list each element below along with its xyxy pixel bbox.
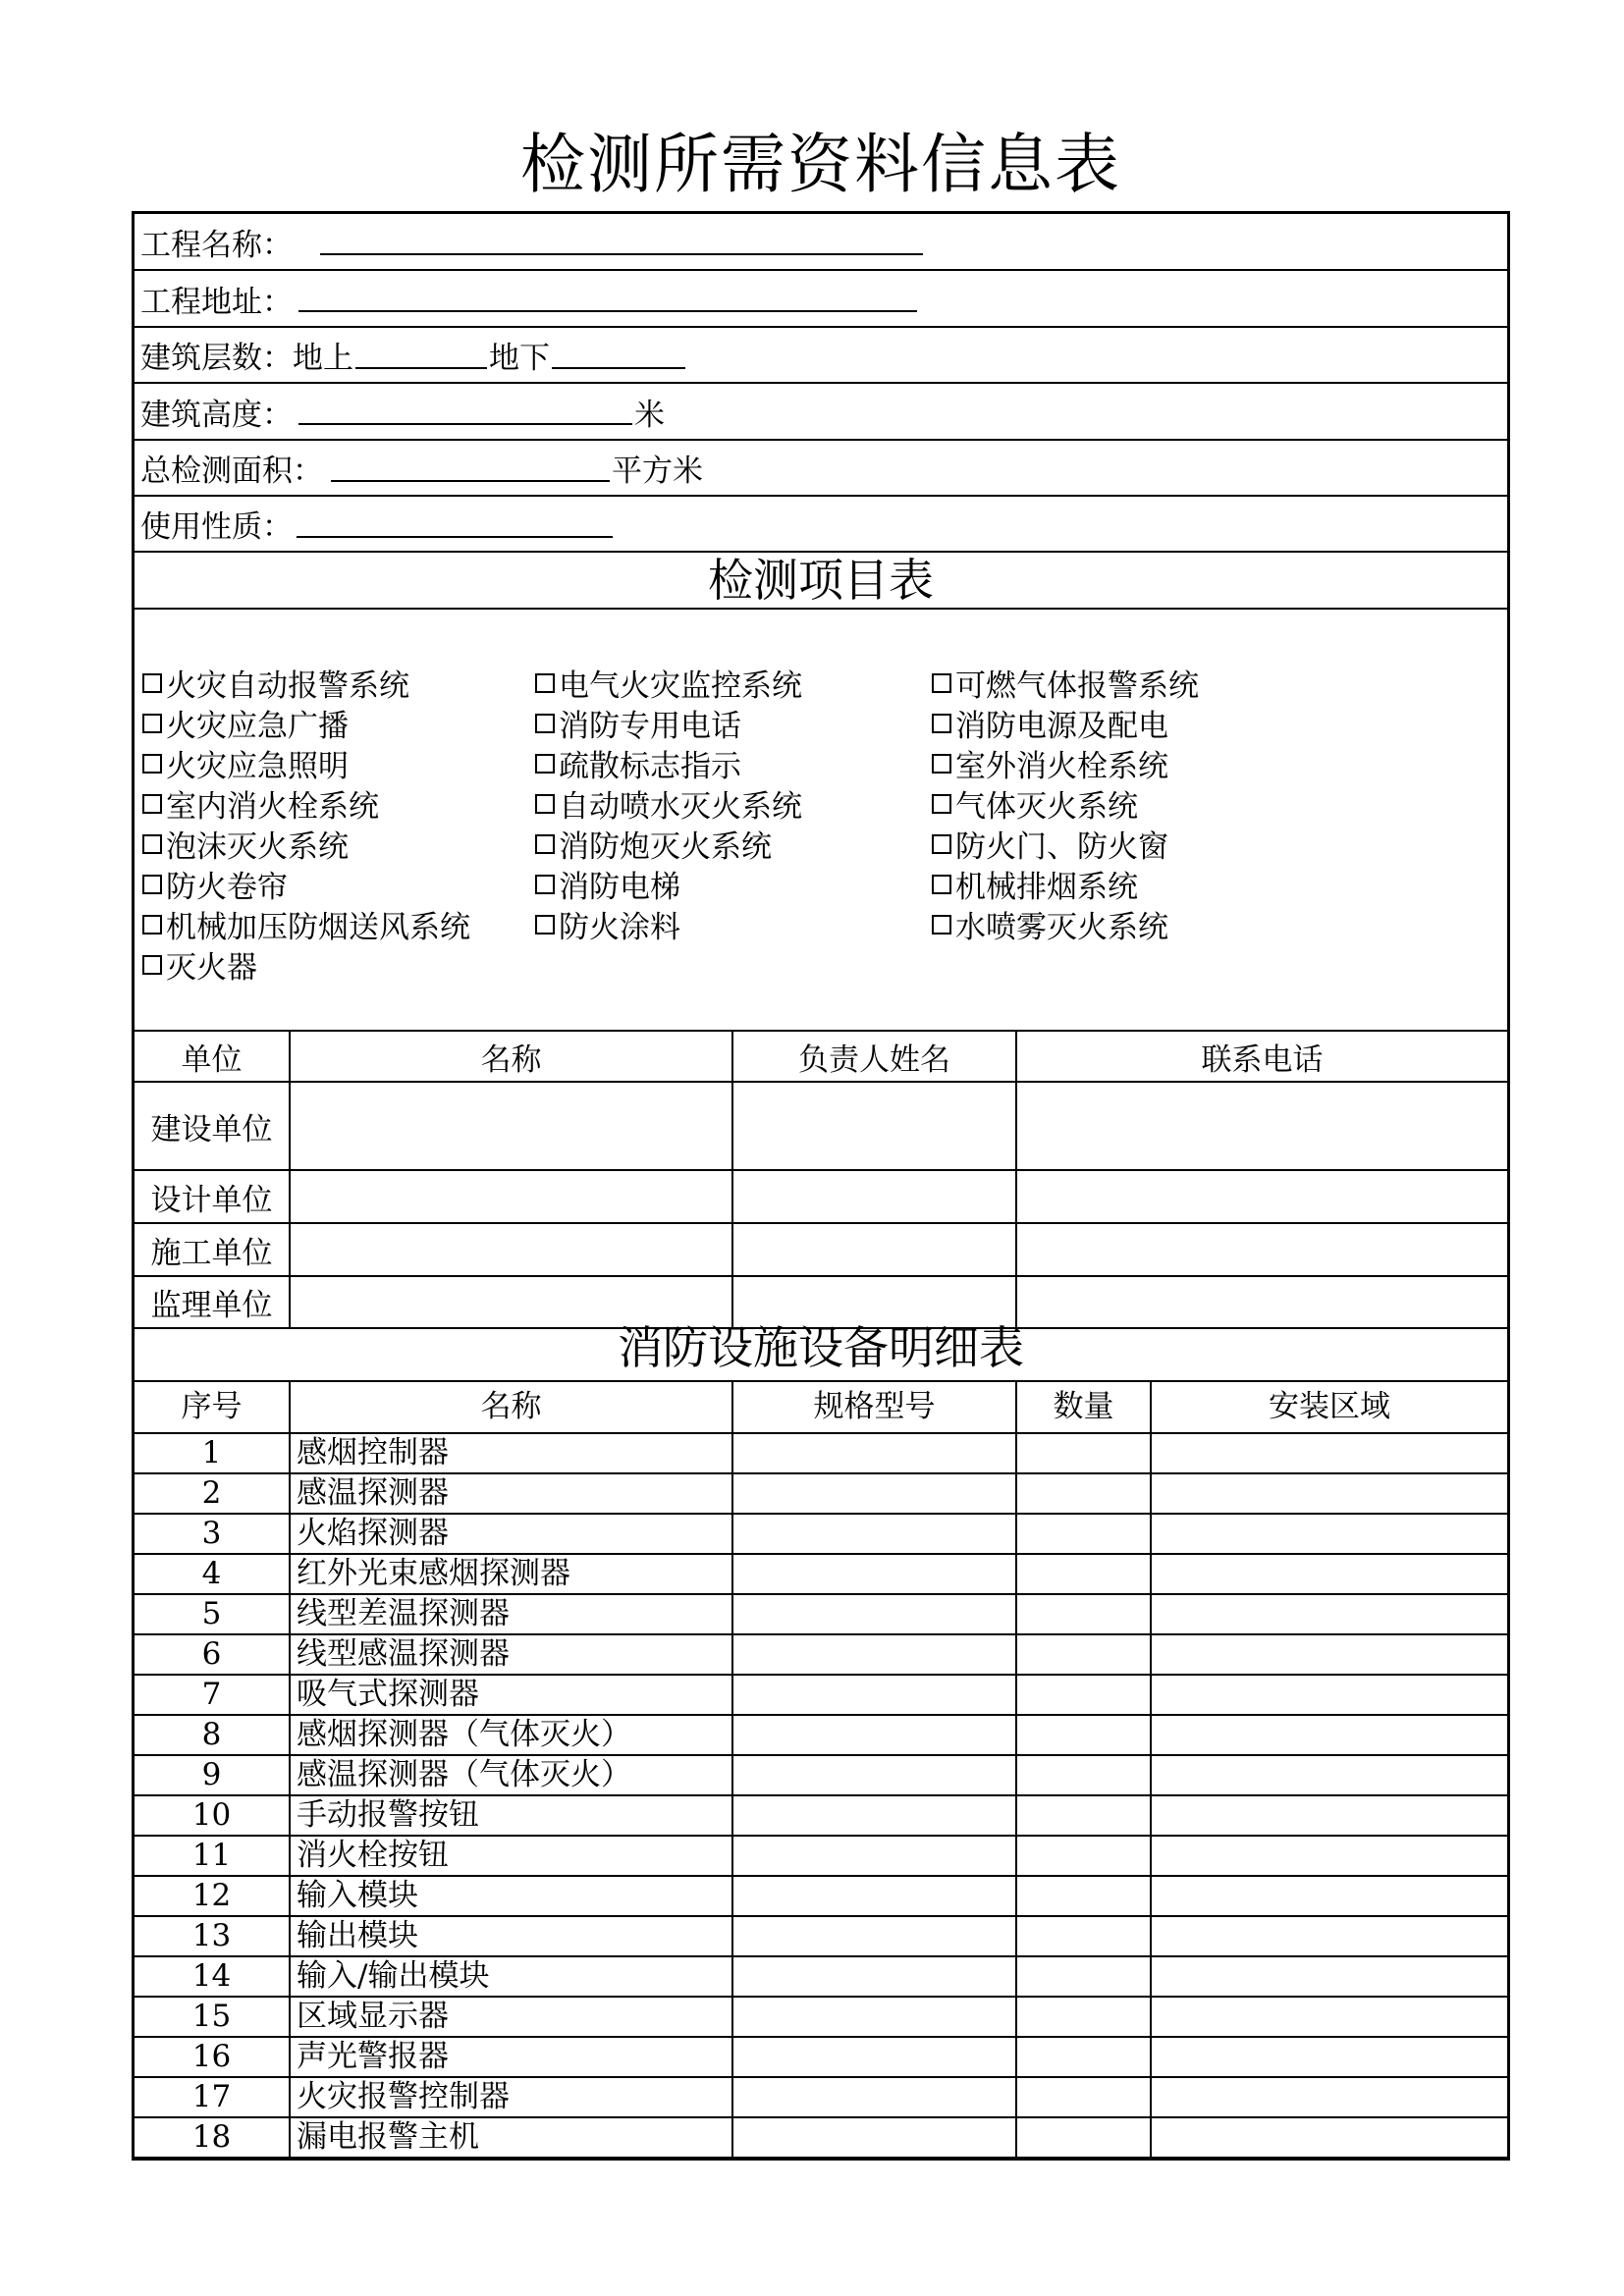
check-items-grid xyxy=(135,610,1507,1030)
equipment-cell[interactable] xyxy=(732,1916,1016,1956)
table-row xyxy=(135,1223,1507,1276)
equipment-cell[interactable] xyxy=(732,1836,1016,1876)
check-item-label: 可燃气体报警系统 xyxy=(955,668,1199,704)
equipment-cell[interactable] xyxy=(1016,1916,1151,1956)
unit-label: 建设单位 xyxy=(135,1082,290,1170)
equipment-name: 输出模块 xyxy=(290,1916,732,1956)
equipment-cell[interactable] xyxy=(1016,1956,1151,1997)
equipment-cell[interactable] xyxy=(1016,2077,1151,2117)
equipment-name: 感温探测器 xyxy=(290,1473,732,1514)
check-item-label: 防火涂料 xyxy=(559,910,680,945)
equipment-cell[interactable] xyxy=(1151,1755,1507,1795)
check-item-label: 气体灭火系统 xyxy=(955,789,1138,825)
check-item[interactable] xyxy=(142,741,349,785)
unit-cell[interactable] xyxy=(1016,1170,1507,1223)
check-item[interactable] xyxy=(932,661,1199,705)
equipment-cell[interactable] xyxy=(1151,1715,1507,1755)
equipment-table xyxy=(135,1382,1507,2159)
equipment-cell[interactable] xyxy=(732,2117,1016,2158)
row-number: 7 xyxy=(135,1675,290,1715)
project-name-field[interactable] xyxy=(320,228,923,255)
check-item-label: 消防炮灭火系统 xyxy=(559,829,772,865)
table-row xyxy=(135,1956,1507,1997)
form-frame xyxy=(132,211,1510,2161)
equipment-cell[interactable] xyxy=(732,1634,1016,1675)
table-row xyxy=(135,1634,1507,1675)
checkbox[interactable] xyxy=(142,955,162,975)
project-name-label: 工程名称： xyxy=(140,227,293,263)
check-item[interactable] xyxy=(932,822,1168,866)
usage-row xyxy=(135,497,1507,553)
check-item[interactable] xyxy=(535,661,802,705)
row-number: 8 xyxy=(135,1715,290,1755)
check-item-label: 消防电源及配电 xyxy=(955,709,1168,744)
checkbox[interactable] xyxy=(932,754,951,774)
equipment-name: 感烟探测器（气体灭火） xyxy=(290,1715,732,1755)
check-item[interactable] xyxy=(142,661,409,705)
equipment-name: 红外光束感烟探测器 xyxy=(290,1554,732,1594)
check-item-label: 防火卷帘 xyxy=(166,870,288,905)
equipment-cell[interactable] xyxy=(1016,1554,1151,1594)
table-row xyxy=(135,2117,1507,2158)
checkbox[interactable] xyxy=(932,714,951,733)
units-header-cell: 单位 xyxy=(135,1032,290,1082)
checkbox[interactable] xyxy=(142,915,162,934)
project-address-field[interactable] xyxy=(298,285,917,312)
equipment-cell[interactable] xyxy=(1151,2117,1507,2158)
checkbox[interactable] xyxy=(535,754,555,774)
equipment-cell[interactable] xyxy=(1151,1916,1507,1956)
equipment-name: 输入/输出模块 xyxy=(290,1956,732,1997)
equipment-cell[interactable] xyxy=(1151,1514,1507,1554)
floors-label: 建筑层数： xyxy=(140,341,293,376)
units-table xyxy=(135,1032,1507,1329)
equipment-cell[interactable] xyxy=(732,2077,1016,2117)
row-number: 18 xyxy=(135,2117,290,2158)
table-row xyxy=(135,1916,1507,1956)
check-item-label: 电气火灾监控系统 xyxy=(559,668,802,704)
equipment-cell[interactable] xyxy=(1016,1634,1151,1675)
equipment-cell[interactable] xyxy=(1151,1876,1507,1916)
equipment-cell[interactable] xyxy=(732,1715,1016,1755)
units-header-cell: 名称 xyxy=(290,1032,732,1082)
row-number: 10 xyxy=(135,1795,290,1836)
equipment-name: 感温探测器（气体灭火） xyxy=(290,1755,732,1795)
equipment-cell[interactable] xyxy=(732,1554,1016,1594)
row-number: 3 xyxy=(135,1514,290,1554)
equipment-cell[interactable] xyxy=(1016,1836,1151,1876)
equipment-header-row xyxy=(135,1382,1507,1433)
check-item-label: 消防专用电话 xyxy=(559,709,741,744)
table-row xyxy=(135,1715,1507,1755)
row-number: 13 xyxy=(135,1916,290,1956)
check-item[interactable] xyxy=(142,822,349,866)
height-row xyxy=(135,384,1507,441)
unit-cell[interactable] xyxy=(1016,1082,1507,1170)
row-number: 14 xyxy=(135,1956,290,1997)
table-row xyxy=(135,1473,1507,1514)
units-header-cell: 负责人姓名 xyxy=(732,1032,1016,1082)
check-item-label: 火灾应急广播 xyxy=(166,709,349,744)
equipment-cell[interactable] xyxy=(1151,1997,1507,2037)
checkbox[interactable] xyxy=(535,673,555,693)
table-row xyxy=(135,1755,1507,1795)
equipment-header-cell: 安装区域 xyxy=(1151,1382,1507,1433)
equipment-name: 吸气式探测器 xyxy=(290,1675,732,1715)
equipment-name: 火灾报警控制器 xyxy=(290,2077,732,2117)
height-unit: 米 xyxy=(634,397,665,433)
unit-cell[interactable] xyxy=(290,1082,732,1170)
equipment-cell[interactable] xyxy=(1016,1795,1151,1836)
table-row xyxy=(135,2037,1507,2077)
check-item-label: 灭火器 xyxy=(166,950,257,986)
unit-cell[interactable] xyxy=(732,1082,1016,1170)
check-item[interactable] xyxy=(535,781,802,826)
area-field[interactable] xyxy=(331,454,610,482)
check-item-label: 火灾自动报警系统 xyxy=(166,668,409,704)
equipment-name: 手动报警按钮 xyxy=(290,1795,732,1836)
equipment-cell[interactable] xyxy=(1016,2037,1151,2077)
check-item[interactable] xyxy=(932,701,1168,745)
equipment-name: 线型感温探测器 xyxy=(290,1634,732,1675)
equipment-cell[interactable] xyxy=(732,1675,1016,1715)
project-address-row xyxy=(135,271,1507,328)
equipment-cell[interactable] xyxy=(1016,1876,1151,1916)
equipment-name: 声光警报器 xyxy=(290,2037,732,2077)
equipment-cell[interactable] xyxy=(732,1514,1016,1554)
check-item-label: 消防电梯 xyxy=(559,870,680,905)
check-item-label: 机械排烟系统 xyxy=(955,870,1138,905)
equipment-name: 火焰探测器 xyxy=(290,1514,732,1554)
equipment-cell[interactable] xyxy=(1151,1594,1507,1634)
check-item[interactable] xyxy=(932,902,1168,946)
equipment-cell[interactable] xyxy=(732,1433,1016,1473)
equipment-cell[interactable] xyxy=(1016,2117,1151,2158)
equipment-name: 区域显示器 xyxy=(290,1997,732,2037)
check-item[interactable] xyxy=(142,942,257,987)
table-row xyxy=(135,1997,1507,2037)
unit-cell[interactable] xyxy=(732,1170,1016,1223)
check-item[interactable] xyxy=(535,822,772,866)
table-row xyxy=(135,1836,1507,1876)
check-items-area xyxy=(135,610,1507,1032)
equipment-section-title: 消防设施设备明细表 xyxy=(135,1317,1507,1382)
row-number: 4 xyxy=(135,1554,290,1594)
unit-cell[interactable] xyxy=(732,1223,1016,1276)
below-ground-label: 地下 xyxy=(489,341,550,376)
checkbox[interactable] xyxy=(142,834,162,854)
check-item[interactable] xyxy=(932,862,1138,906)
table-row xyxy=(135,1554,1507,1594)
equipment-name: 线型差温探测器 xyxy=(290,1594,732,1634)
check-item-label: 室内消火栓系统 xyxy=(166,789,379,825)
usage-label: 使用性质： xyxy=(140,509,293,545)
equipment-cell[interactable] xyxy=(732,1594,1016,1634)
table-row xyxy=(135,1594,1507,1634)
table-row xyxy=(135,1170,1507,1223)
equipment-cell[interactable] xyxy=(732,1473,1016,1514)
unit-cell[interactable] xyxy=(1016,1223,1507,1276)
equipment-name: 漏电报警主机 xyxy=(290,2117,732,2158)
unit-label: 施工单位 xyxy=(135,1223,290,1276)
equipment-cell[interactable] xyxy=(1151,1433,1507,1473)
equipment-header-cell: 序号 xyxy=(135,1382,290,1433)
check-item[interactable] xyxy=(932,781,1138,826)
checkbox[interactable] xyxy=(932,875,951,894)
height-label: 建筑高度： xyxy=(140,397,293,433)
area-unit: 平方米 xyxy=(612,454,703,489)
unit-cell[interactable] xyxy=(290,1170,732,1223)
equipment-cell[interactable] xyxy=(1151,1634,1507,1675)
equipment-cell[interactable] xyxy=(732,2037,1016,2077)
equipment-cell[interactable] xyxy=(1151,1473,1507,1514)
equipment-cell[interactable] xyxy=(732,1795,1016,1836)
equipment-cell[interactable] xyxy=(732,1997,1016,2037)
row-number: 5 xyxy=(135,1594,290,1634)
check-item[interactable] xyxy=(142,781,379,826)
project-name-row xyxy=(135,214,1507,271)
equipment-cell[interactable] xyxy=(1151,1675,1507,1715)
checkbox[interactable] xyxy=(142,875,162,894)
check-item-label: 火灾应急照明 xyxy=(166,749,349,784)
unit-label: 设计单位 xyxy=(135,1170,290,1223)
table-row xyxy=(135,1514,1507,1554)
unit-cell[interactable] xyxy=(290,1223,732,1276)
checkbox[interactable] xyxy=(142,673,162,693)
check-item[interactable] xyxy=(535,862,680,906)
floors-row xyxy=(135,328,1507,384)
units-header-row xyxy=(135,1032,1507,1082)
units-header-cell: 联系电话 xyxy=(1016,1032,1507,1082)
above-ground-label: 地上 xyxy=(293,341,353,376)
check-item[interactable] xyxy=(142,701,349,745)
unit-label: 监理单位 xyxy=(135,1276,290,1328)
row-number: 15 xyxy=(135,1997,290,2037)
check-item-label: 防火门、防火窗 xyxy=(955,829,1168,865)
equipment-header-cell: 规格型号 xyxy=(732,1382,1016,1433)
row-number: 17 xyxy=(135,2077,290,2117)
equipment-cell[interactable] xyxy=(1151,1956,1507,1997)
checkbox[interactable] xyxy=(535,875,555,894)
row-number: 12 xyxy=(135,1876,290,1916)
equipment-cell[interactable] xyxy=(732,1956,1016,1997)
equipment-cell[interactable] xyxy=(732,1876,1016,1916)
equipment-cell[interactable] xyxy=(1016,1473,1151,1514)
check-item[interactable] xyxy=(932,741,1168,785)
equipment-cell[interactable] xyxy=(1151,1836,1507,1876)
check-item-label: 泡沫灭火系统 xyxy=(166,829,349,865)
equipment-cell[interactable] xyxy=(1151,1795,1507,1836)
row-number: 11 xyxy=(135,1836,290,1876)
row-number: 2 xyxy=(135,1473,290,1514)
equipment-name: 消火栓按钮 xyxy=(290,1836,732,1876)
equipment-cell[interactable] xyxy=(1016,1997,1151,2037)
page-title: 检测所需资料信息表 xyxy=(520,127,1121,202)
height-field[interactable] xyxy=(298,398,632,425)
table-row xyxy=(135,1675,1507,1715)
equipment-cell[interactable] xyxy=(1016,1715,1151,1755)
equipment-cell[interactable] xyxy=(1016,1433,1151,1473)
checkbox[interactable] xyxy=(535,794,555,814)
checkbox[interactable] xyxy=(932,673,951,693)
equipment-cell[interactable] xyxy=(1016,1514,1151,1554)
check-item-label: 水喷雾灭火系统 xyxy=(955,910,1168,945)
equipment-cell[interactable] xyxy=(1016,1755,1151,1795)
checkbox[interactable] xyxy=(535,915,555,934)
checkbox[interactable] xyxy=(932,915,951,934)
table-row xyxy=(135,2077,1507,2117)
below-ground-field[interactable] xyxy=(552,342,685,369)
equipment-header-cell: 名称 xyxy=(290,1382,732,1433)
checkbox[interactable] xyxy=(932,834,951,854)
check-item[interactable] xyxy=(142,902,470,946)
equipment-cell[interactable] xyxy=(1016,1594,1151,1634)
check-item-label: 室外消火栓系统 xyxy=(955,749,1168,784)
equipment-cell[interactable] xyxy=(732,1755,1016,1795)
check-item[interactable] xyxy=(535,741,741,785)
table-row xyxy=(135,1795,1507,1836)
checkbox[interactable] xyxy=(932,794,951,814)
area-label: 总检测面积： xyxy=(140,454,323,489)
check-item[interactable] xyxy=(535,902,680,946)
checkbox[interactable] xyxy=(535,834,555,854)
check-item[interactable] xyxy=(535,701,741,745)
usage-field[interactable] xyxy=(297,510,613,538)
above-ground-field[interactable] xyxy=(355,342,487,369)
check-item-label: 自动喷水灭火系统 xyxy=(559,789,802,825)
equipment-name: 输入模块 xyxy=(290,1876,732,1916)
checkbox[interactable] xyxy=(142,794,162,814)
checkbox[interactable] xyxy=(535,714,555,733)
table-row xyxy=(135,1876,1507,1916)
row-number: 6 xyxy=(135,1634,290,1675)
equipment-cell[interactable] xyxy=(1151,2077,1507,2117)
checkbox[interactable] xyxy=(142,714,162,733)
equipment-cell[interactable] xyxy=(1016,1675,1151,1715)
check-item-label: 疏散标志指示 xyxy=(559,749,741,784)
equipment-cell[interactable] xyxy=(1151,2037,1507,2077)
row-number: 1 xyxy=(135,1433,290,1473)
table-row xyxy=(135,1082,1507,1170)
area-row xyxy=(135,441,1507,497)
equipment-name: 感烟控制器 xyxy=(290,1433,732,1473)
checkbox[interactable] xyxy=(142,754,162,774)
equipment-cell[interactable] xyxy=(1151,1554,1507,1594)
row-number: 16 xyxy=(135,2037,290,2077)
project-address-label: 工程地址： xyxy=(140,284,293,320)
table-row xyxy=(135,1433,1507,1473)
equipment-header-cell: 数量 xyxy=(1016,1382,1151,1433)
items-section-title: 检测项目表 xyxy=(135,553,1507,610)
row-number: 9 xyxy=(135,1755,290,1795)
check-item-label: 机械加压防烟送风系统 xyxy=(166,910,470,945)
check-item[interactable] xyxy=(142,862,288,906)
